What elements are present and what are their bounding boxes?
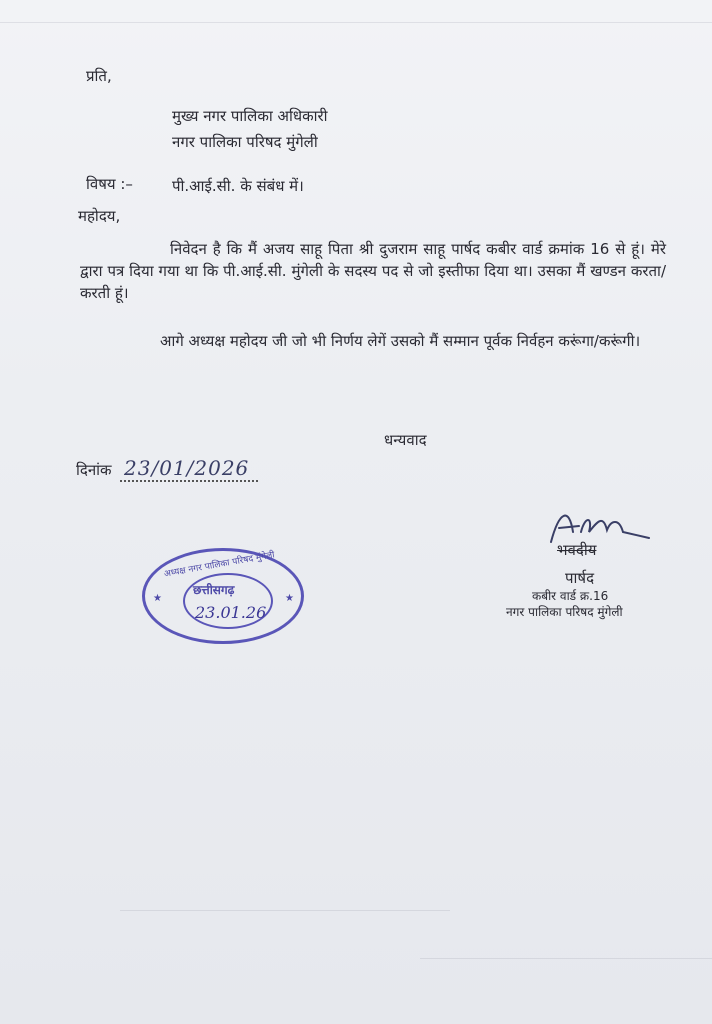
to-label: प्रति, xyxy=(86,67,112,85)
yours-faithfully: भवदीय xyxy=(557,541,597,559)
stamp-inner-text: छत्तीसगढ़ xyxy=(193,583,235,597)
signer-council: नगर पालिका परिषद मुंगेली xyxy=(506,605,623,619)
thanks-text: धन्यवाद xyxy=(384,431,427,449)
body-paragraph-1: निवेदन है कि मैं अजय साहू पिता श्री दुजराम साहू पार्षद कबीर वार्ड क्रमांक 16 से हूं। मेरे द्वारा पत्र दिया गया था कि पी.आई.सी. मुंगेली के सदस्य पद से जो इस्तीफा दिया था। उसका मैं खण्डन करता/करती हूं। xyxy=(80,240,666,302)
recipient-line1: मुख्य नगर पालिका अधिकारी xyxy=(172,107,328,125)
recipient-line2: नगर पालिका परिषद मुंगेली xyxy=(172,133,318,151)
stamp-outer-text: अध्यक्ष नगर पालिका परिषद मुंगेली xyxy=(163,550,276,580)
salutation: महोदय, xyxy=(78,207,121,225)
date-handwritten: 23/01/2026 xyxy=(124,456,250,480)
stamp-star-icon: ★ xyxy=(285,593,294,604)
subject-label: विषय :– xyxy=(86,175,133,193)
stamp-star-icon: ★ xyxy=(153,593,162,604)
fold-line xyxy=(0,22,712,23)
date-field xyxy=(120,456,258,482)
subject-text: पी.आई.सी. के संबंध में। xyxy=(172,177,304,195)
stamp-date: 23.01.26 xyxy=(195,603,267,622)
signer-title: पार्षद xyxy=(565,569,595,587)
signer-ward: कबीर वार्ड क्र.16 xyxy=(532,589,609,603)
body-paragraph-2: आगे अध्यक्ष महोदय जी जो भी निर्णय लेगें उसको मैं सम्मान पूर्वक निर्वहन करूंगा/करूंगी। xyxy=(160,332,641,350)
fold-line xyxy=(420,958,712,959)
official-stamp xyxy=(142,548,304,644)
fold-line xyxy=(120,910,450,911)
date-label: दिनांक xyxy=(76,461,112,479)
